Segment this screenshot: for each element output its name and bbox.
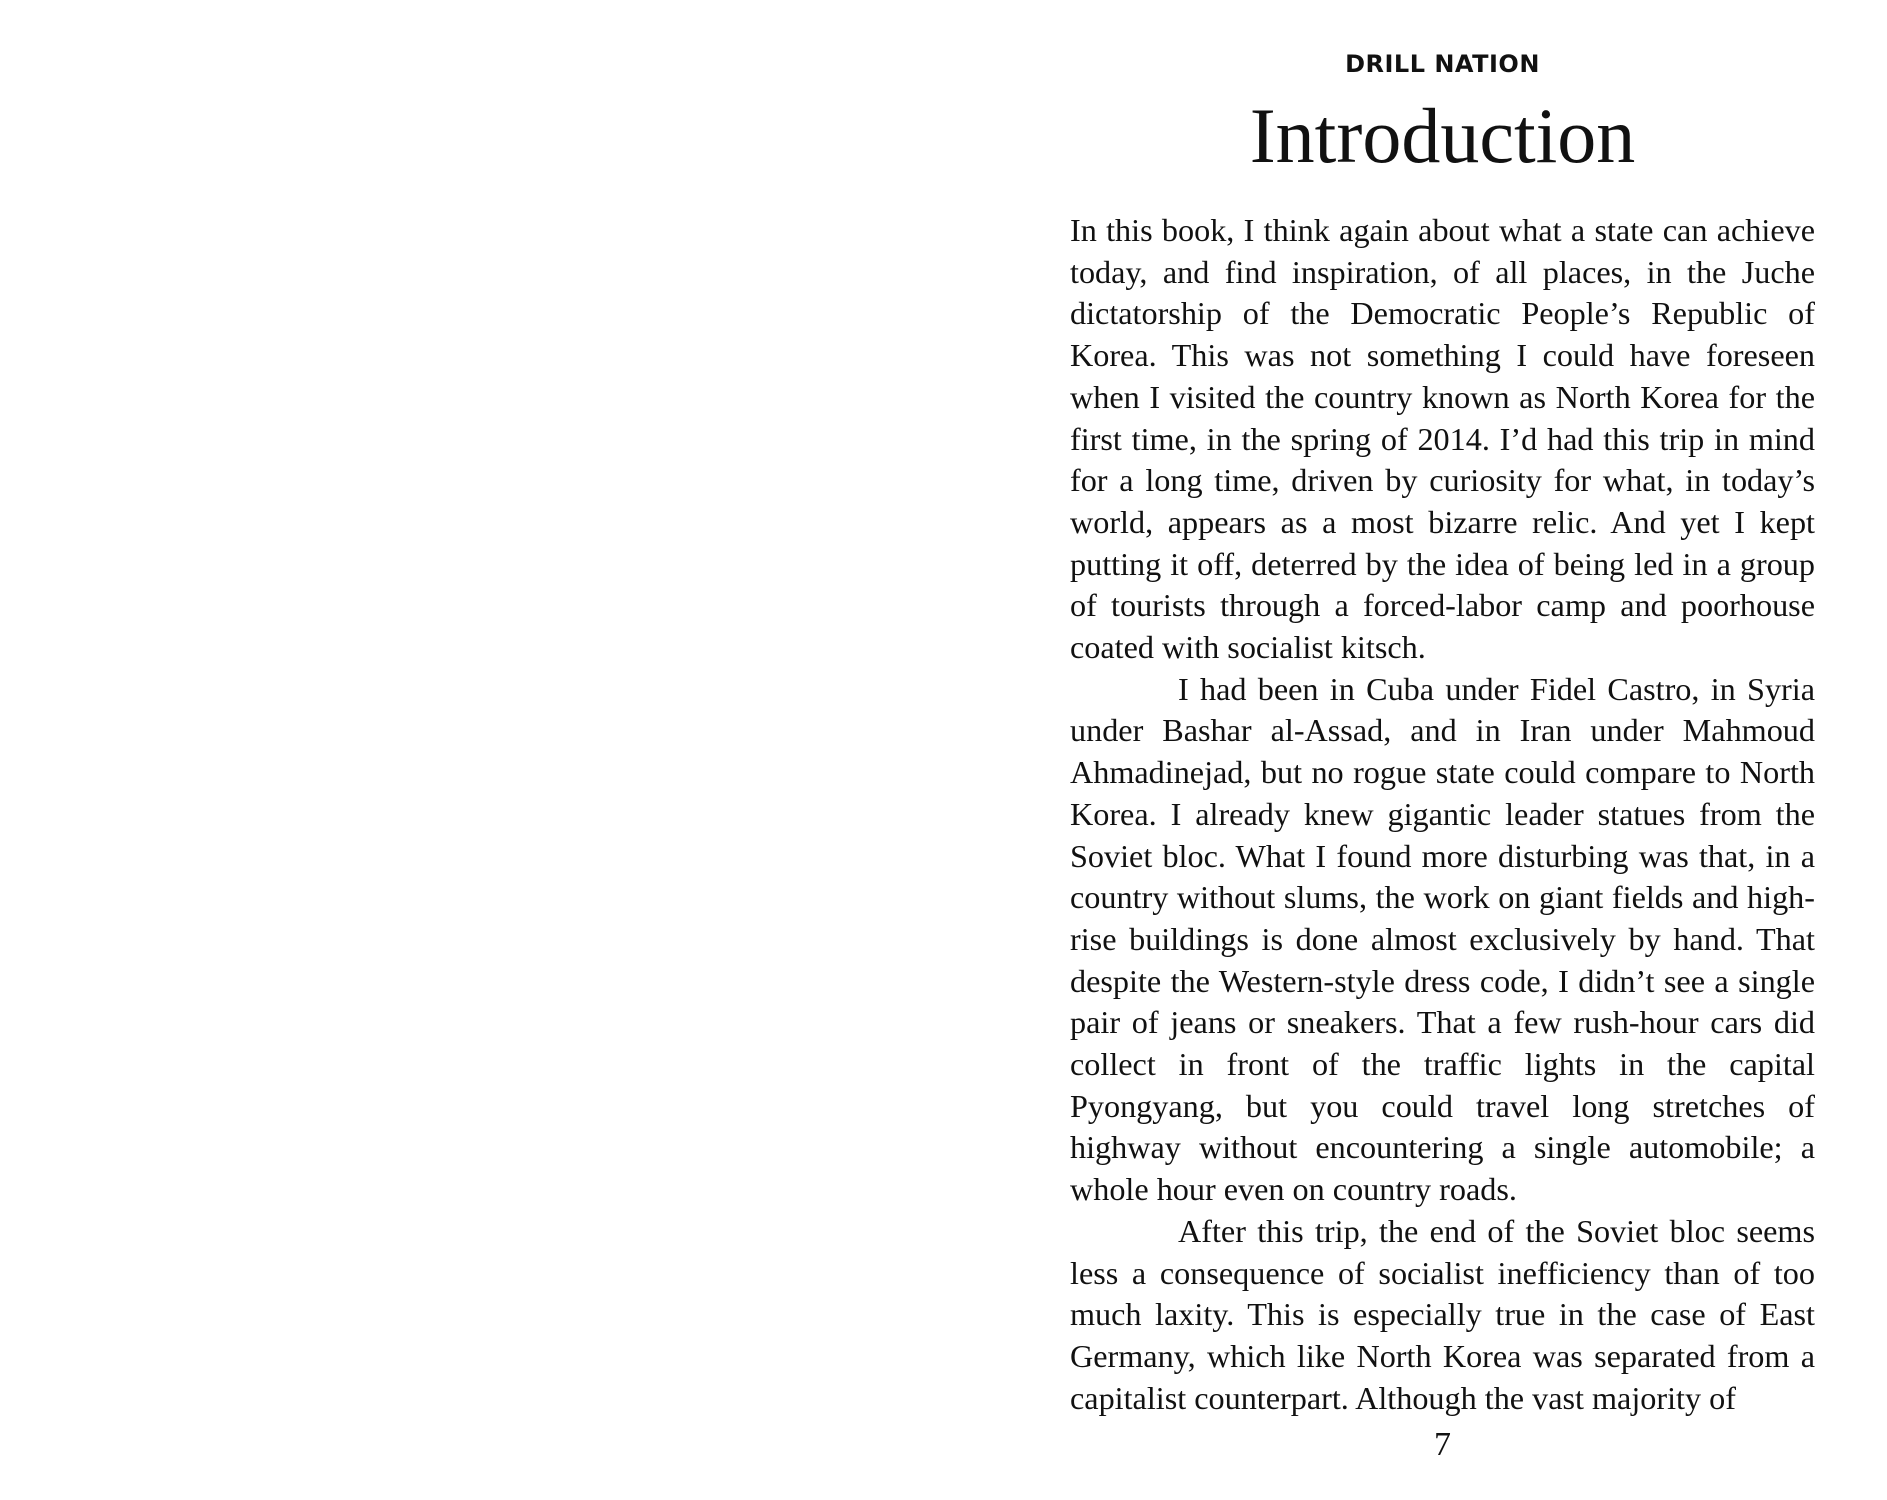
paragraph: I had been in Cuba under Fidel Castro, in Syria under Bashar al-Assad, and in Iran under Mahmoud Ahmadinejad, but no rogue state could compare to North Korea. I already knew gigantic leader statues from the Soviet bloc. What I found more disturbing was that, in a country without slums, the work on giant fields and high-rise buildings is done almost exclusively by hand. That despite the Western-style dress code, I didn’t see a single pair of jeans or sneakers. That a few rush-hour cars did collect in front of the traffic lights in the capital Pyongyang, but you could travel long stretches of highway without encountering a single automobile; a whole hour even on country roads. <box>1070 670 1815 1208</box>
body-text <box>1070 210 1815 1419</box>
paragraph: In this book, I think again about what a state can achieve today, and find inspiration, of all places, in the Juche dictatorship of the Democratic People’s Republic of Korea. This was not something I could have foreseen when I visited the country known as North Korea for the first time, in the spring of 2014. I’d had this trip in mind for a long time, driven by curiosity for what, in today’s world, appears as a most bizarre relic. And yet I kept putting it off, deterred by the idea of being led in a group of tourists through a forced-labor camp and poorhouse coated with socialist kitsch. <box>1070 212 1815 666</box>
page-number: 7 <box>1434 1426 1451 1463</box>
running-head: DRILL NATION <box>1345 50 1540 78</box>
left-page-blank <box>0 0 943 1500</box>
chapter-title: Introduction <box>1249 92 1636 179</box>
paragraph: After this trip, the end of the Soviet bloc seems less a consequence of socialist inefficiency than of too much laxity. This is especially true in the case of East Germany, which like North Korea was separated from a capitalist counterpart. Although the vast majority of <box>1070 1212 1815 1416</box>
